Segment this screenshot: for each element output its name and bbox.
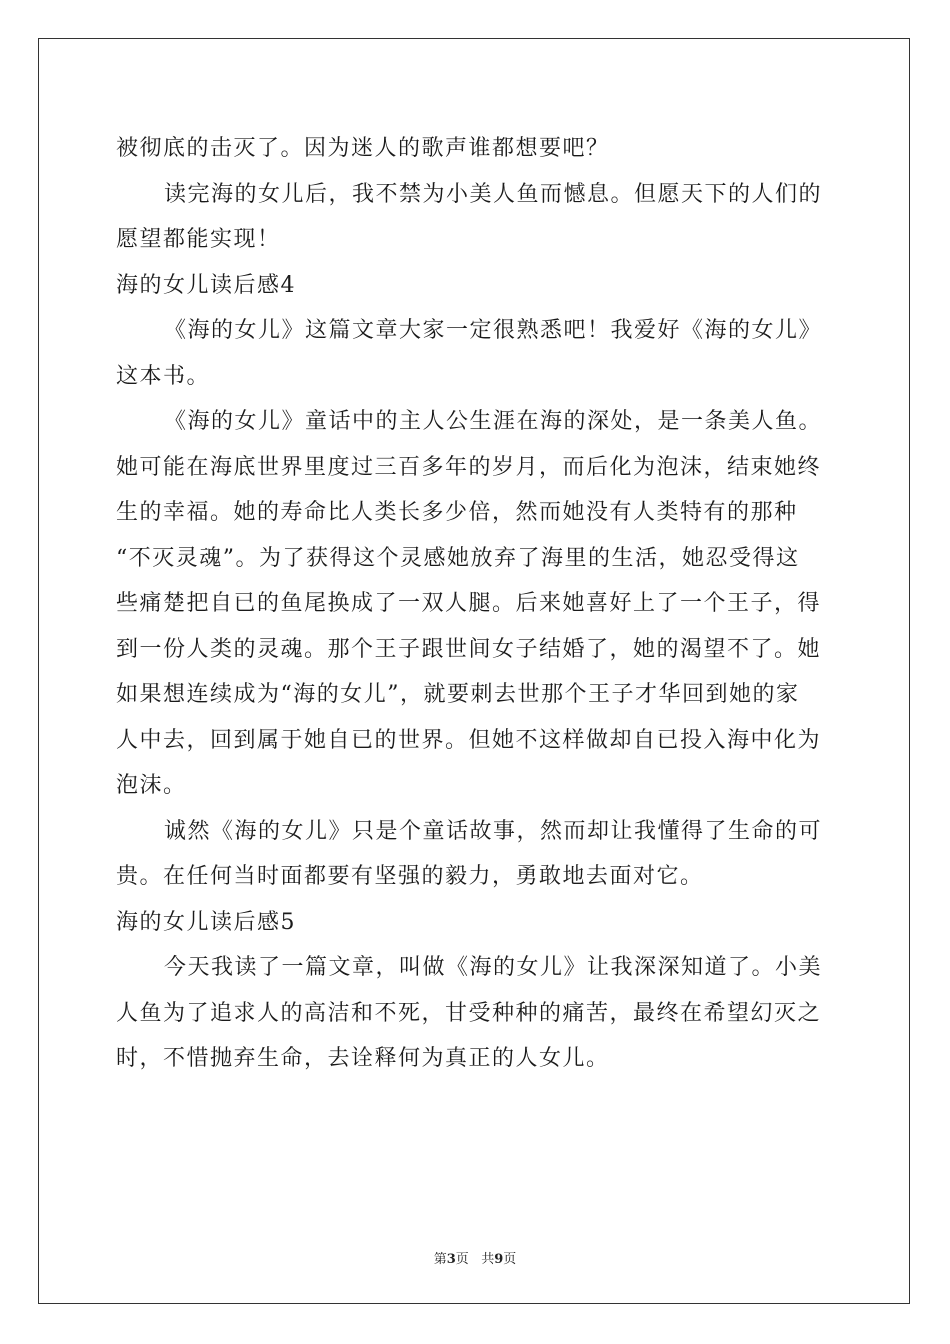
- text-line: 泡沫。: [116, 773, 187, 798]
- footer-total-prefix: 共: [481, 1252, 495, 1267]
- page-footer: [0, 1248, 950, 1267]
- text-line: 如果想连续成为“海的女儿”，就要刺去世那个王子才华回到她的家: [116, 682, 800, 707]
- text-line: 人鱼为了追求人的高洁和不死，甘受种种的痛苦，最终在希望幻灭之: [116, 1000, 822, 1026]
- text-line: 这本书。: [116, 363, 211, 389]
- footer-total-suffix: 页: [503, 1252, 517, 1267]
- text-line: 时，不惜抛弃生命，去诠释何为真正的人女儿。: [116, 1046, 610, 1071]
- text-line: 诚然《海的女儿》只是个童话故事，然而却让我懂得了生命的可: [164, 818, 823, 844]
- text-line: 愿望都能实现！: [116, 227, 281, 252]
- section-heading: 海的女儿读后感4: [116, 272, 296, 298]
- footer-prefix: 第: [433, 1252, 447, 1267]
- section-heading: 海的女儿读后感5: [116, 909, 296, 935]
- text-line: 到一份人类的灵魂。那个王子跟世间女子结婚了，她的渴望不了。她: [116, 636, 822, 662]
- text-line: 人中去，回到属于她自已的世界。但她不这样做却自已投入海中化为: [116, 727, 822, 753]
- text-line: 《海的女儿》这篇文章大家一定很熟悉吧！我爱好《海的女儿》: [164, 318, 823, 343]
- text-line: 被彻底的击灭了。因为迷人的歌声谁都想要吧？: [116, 136, 610, 161]
- text-line: 今天我读了一篇文章，叫做《海的女儿》让我深深知道了。小美: [164, 955, 823, 980]
- page-number: 3: [446, 1252, 456, 1267]
- document-body: [116, 126, 834, 1082]
- text-line: 她可能在海底世界里度过三百多年的岁月，而后化为泡沫，结束她终: [116, 454, 822, 480]
- text-line: 生的幸福。她的寿命比人类长多少倍，然而她没有人类特有的那种: [116, 500, 798, 525]
- text-line: 贵。在任何当时面都要有坚强的毅力，勇敢地去面对它。: [116, 864, 704, 889]
- text-line: 《海的女儿》童话中的主人公生涯在海的深处，是一条美人鱼。: [164, 409, 823, 434]
- text-line: “不灭灵魂”。为了获得这个灵感她放弃了海里的生活，她忍受得这: [116, 545, 800, 571]
- text-line: 读完海的女儿后，我不禁为小美人鱼而憾息。但愿天下的人们的: [164, 181, 823, 207]
- footer-page-suffix: 页: [455, 1252, 469, 1267]
- text-line: 些痛楚把自已的鱼尾换成了一双人腿。后来她喜好上了一个王子，得: [116, 591, 822, 616]
- total-pages: 9: [494, 1252, 504, 1267]
